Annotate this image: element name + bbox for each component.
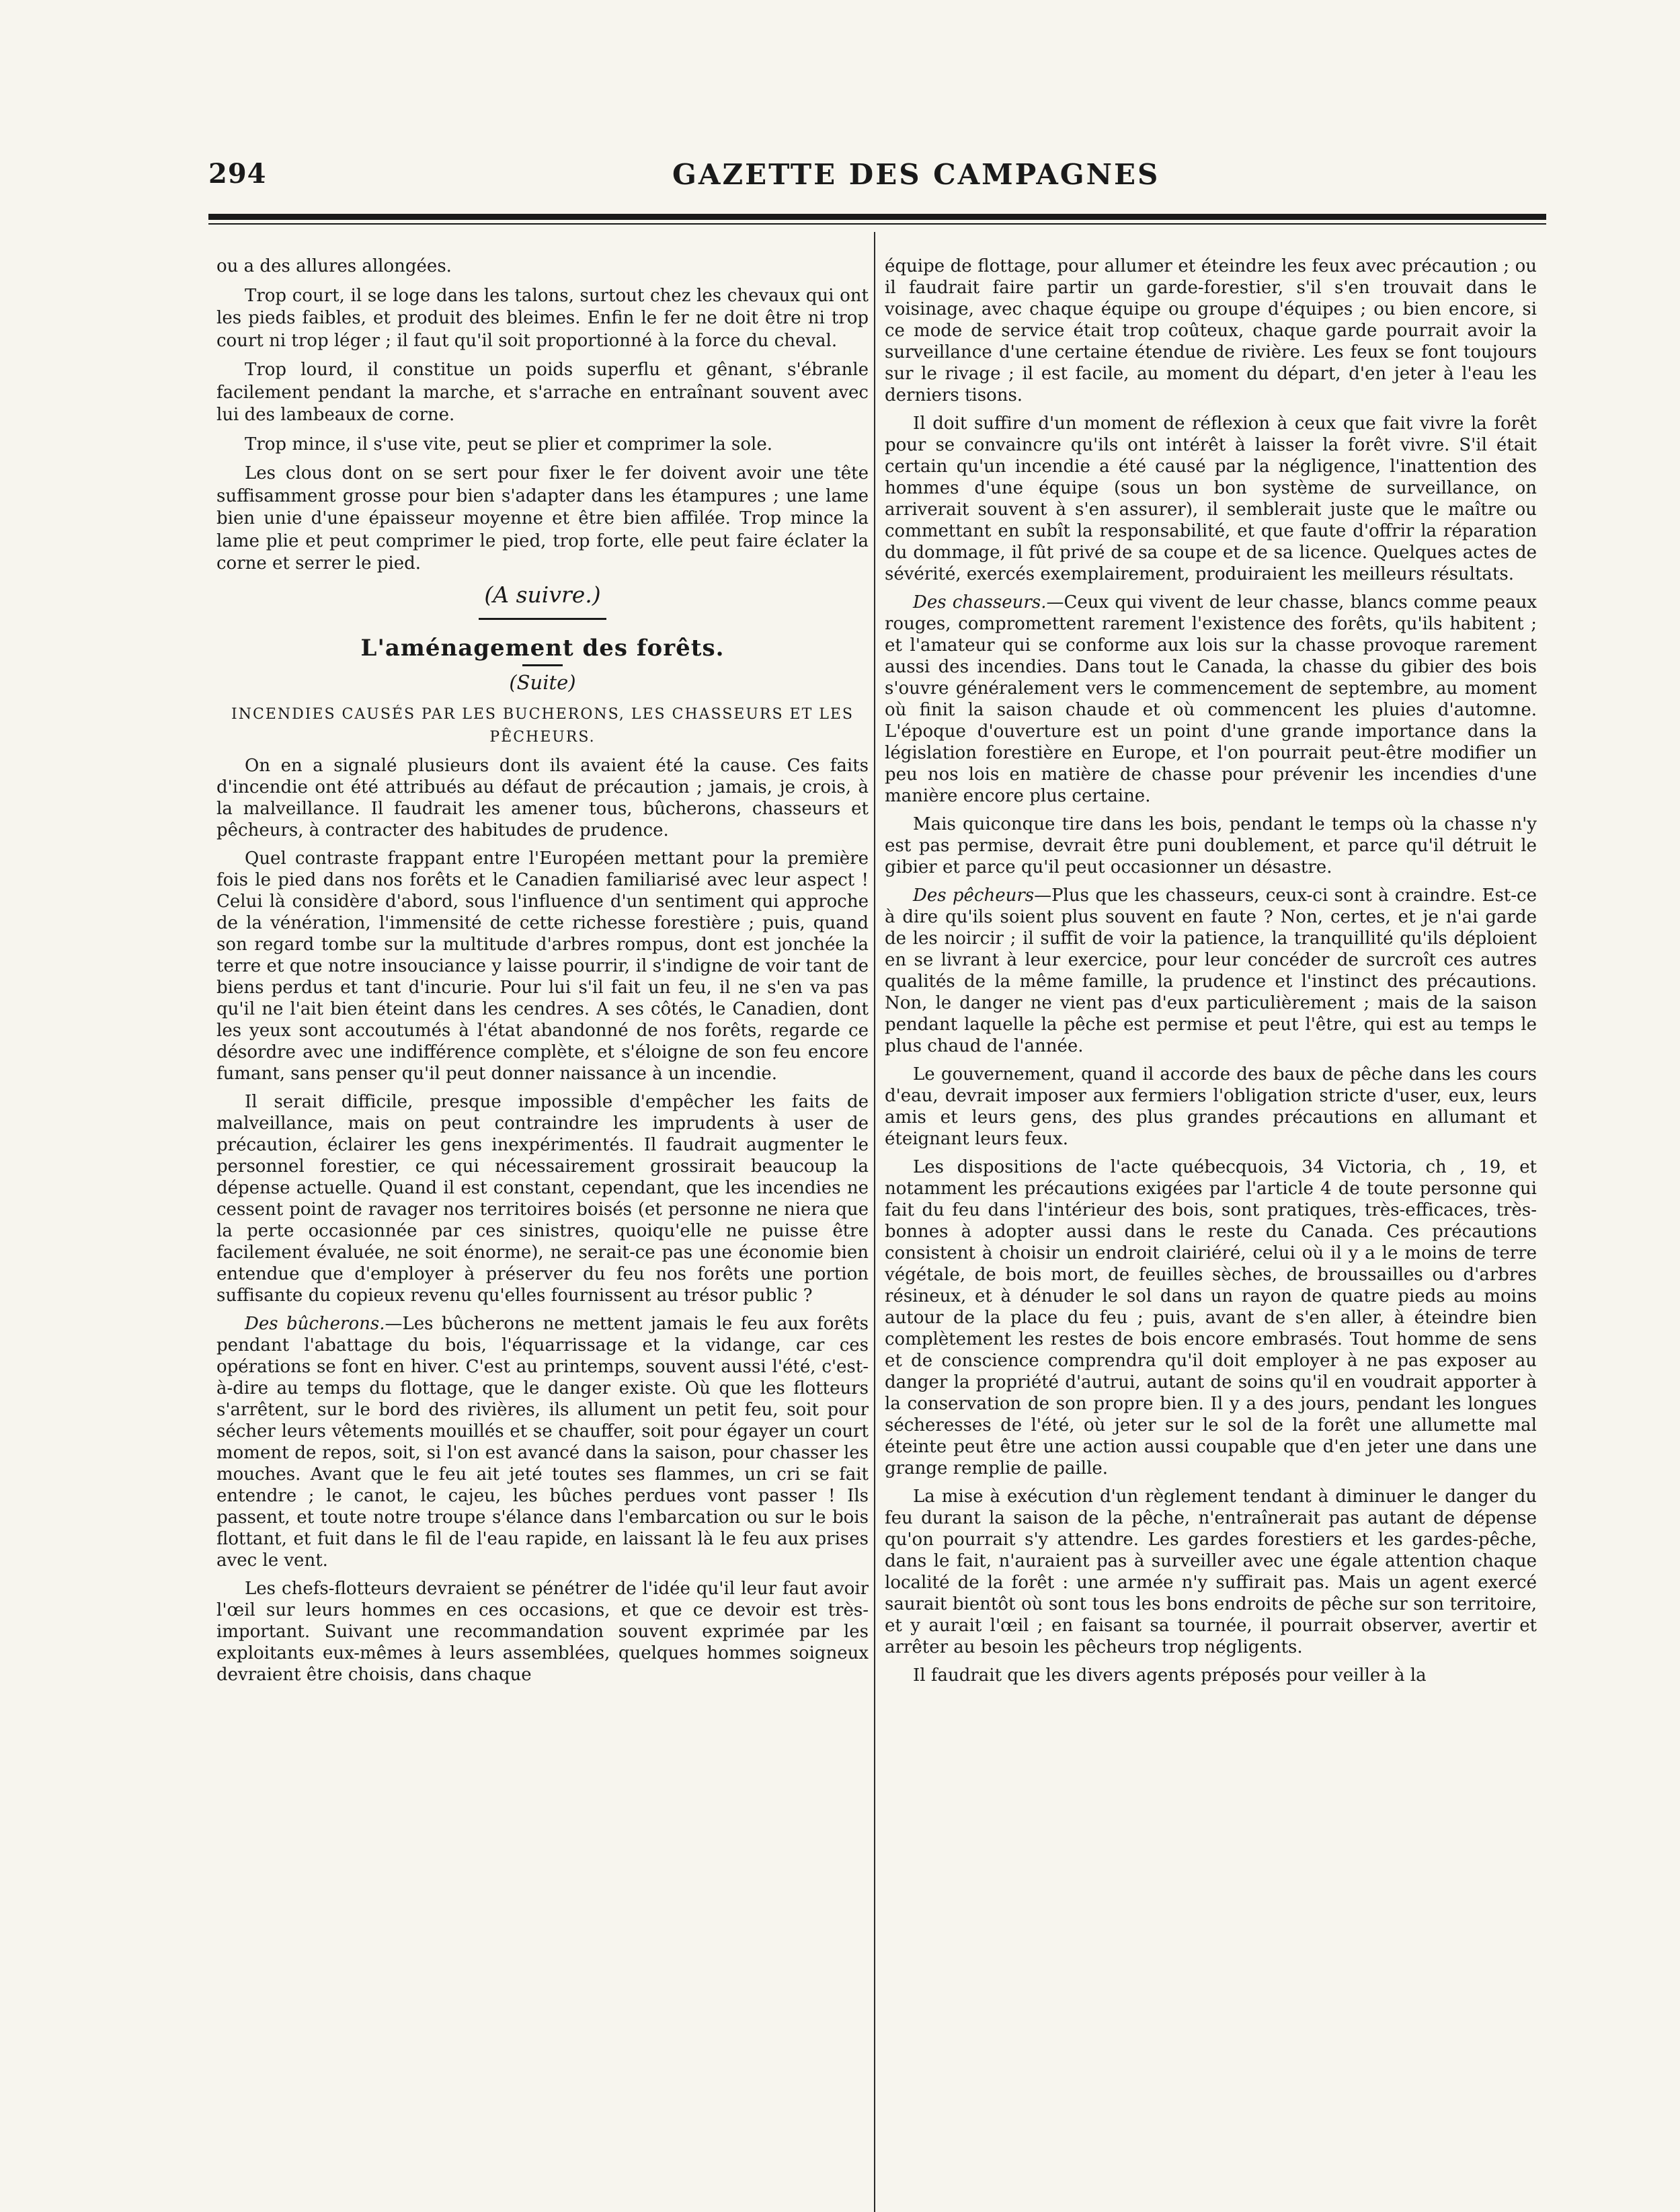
paragraph: Les clous dont on se sert pour fixer le fer doivent avoir une tête suffisamment grosse pour bien s'adapter dans les étampures ; une lame bien unie d'une épaisseur moyenne et être bien affilée. Trop mince la lame plie et peut comprimer le pied, trop forte, elle peut faire éclater la corne et serrer le pied. [216,463,869,574]
article-continuation: (Suite) [509,670,576,694]
paragraph: Quel contraste frappant entre l'Européen mettant pour la première fois le pied dans nos forêts et le Canadien familiarisé avec leur aspect ! Celui là considère d'abord, sous l'influence d'un sentiment qui approche de la vénération, l'immensité de cette richesse forestière ; puis, quand son regard tombe sur la multitude d'arbres rompus, dont est jonchée la terre et que notre insouciance y laisse pourrir, il s'indigne de voir tant de biens perdus et tant d'incurie. Pour lui s'il fait un feu, il ne s'en va pas qu'il ne l'ait bien éteint dans les cendres. A ses côtés, le Canadien, dont les yeux sont accoutumés à l'état abandonné de nos forêts, regarde ce désordre avec une indifférence complète, et s'éloigne de son feu encore fumant, sans penser qu'il peut donner naissance à un incendie. [216,848,869,1084]
paragraph: Trop mince, il s'use vite, peut se plier et comprimer la sole. [245,434,772,455]
paragraph [885,885,1537,1057]
paragraph: Le gouvernement, quand il accorde des baux de pêche dans les cours d'eau, devrait imposer aux fermiers l'obligation stricte d'user, eux, leurs amis et leurs gens, des plus grandes précautions en allumant et éteignant leurs feux. [885,1064,1537,1149]
paragraph-lead: Des chasseurs. [913,592,1047,613]
paragraph: Trop lourd, il constitue un poids superflu et gênant, s'ébranle facilement pendant la marche, et s'arrache en entraînant souvent avec lui des lambeaux de corne. [216,360,869,425]
to-be-continued: (A suivre.) [484,581,601,608]
paragraph: Il faudrait que les divers agents préposés pour veiller à la [913,1665,1427,1686]
paragraph: Les chefs-flotteurs devraient se pénétrer de l'idée qu'il leur faut avoir l'œil sur leurs hommes en ces occasions, et que ce devoir est très-important. Suivant une recommandation souvent exprimée par les exploitants eux-mêmes à leurs assemblées, quelques hommes soigneux devraient être choisis, dans chaque [216,1579,869,1685]
paragraph-body: —Plus que les chasseurs, ceux-ci sont à craindre. Est-ce à dire qu'ils soient plus souvent en faute ? Non, certes, et je n'ai garde de les noircir ; il suffit de voir la patience, la tranquillité qu'ils déploient en se livrant à leur exercice, pour leur concéder de surcroît ces autres qualités de la même famille, la prudence et l'instinct des précautions. Non, le danger ne vient pas d'eux particulièrement ; mais de la saison pendant laquelle la pêche est permise et peut l'être, qui est au temps le plus chaud de l'année. [885,885,1537,1056]
paragraph: équipe de flottage, pour allumer et éteindre les feux avec précaution ; ou il faudrait faire partir un garde-forestier, s'il s'en trouvait dans le voisinage, avec chaque équipe ou groupe d'équipes ; ou bien encore, si ce mode de service était trop coûteux, chaque garde pourrait avoir la surveillance d'une certaine étendue de rivière. Les feux se font toujours sur le rivage ; il est facile, au moment du départ, d'en jeter à l'eau les derniers tisons. [885,256,1537,405]
paragraph-body: —Les bûcherons ne mettent jamais le feu aux forêts pendant l'abattage du bois, l'équarrissage et la vidange, car ces opérations se font en hiver. C'est au printemps, souvent aussi l'été, c'est-à-dire au temps du flottage, que le danger existe. Où que les flotteurs s'arrêtent, sur le bord des rivières, ils allument un petit feu, soit pour sécher leurs vêtements mouillés et se chauffer, soit pour égayer un court moment de repos, soit, si l'on est avancé dans la saison, pour chasser les mouches. Avant que le feu ait jeté toutes ses flammes, un cri se fait entendre ; le canot, le cajeu, les bûches perdues vont passer ! Ils passent, et toute notre troupe s'élance dans l'embarcation ou sur le bois flottant, et fuit dans le fil de l'eau rapide, en laissant là le feu aux prises avec le vent. [216,1314,869,1571]
page-number: 294 [208,158,267,190]
paragraph: ou a des allures allongées. [216,256,452,276]
paragraph-lead: Des bûcherons. [245,1314,385,1334]
paragraph: Trop court, il se loge dans les talons, surtout chez les chevaux qui ont les pieds faibles, et produit des bleimes. Enfin le fer ne doit être ni trop court ni trop léger ; il faut qu'il soit proportionné à la force du cheval. [216,285,869,351]
paragraph: Mais quiconque tire dans les bois, pendant le temps où la chasse n'y est pas permise, devrait être puni doublement, et parce qu'il détruit le gibier et parce qu'il peut occasionner un désastre. [885,814,1537,877]
paragraph: Il serait difficile, presque impossible d'empêcher les faits de malveillance, mais on peut contraindre les imprudents à user de précaution, éclairer les gens inexpérimentés. Il faudrait augmenter le personnel forestier, ce qui nécessairement grossirait beaucoup la dépense actuelle. Quand il est constant, cependant, que les incendies ne cessent point de ravager nos territoires boisés (et personne ne niera que la perte occasionnée par ces sinistres, quoiqu'elle ne puisse être facilement évaluée, ne soit énorme), ne serait-ce pas une économie bien entendue que d'employer à préserver du feu nos forêts une portion suffisante du copieux revenu qu'elles fournissent au trésor public ? [216,1092,869,1306]
paragraph: Les dispositions de l'acte québecquois, 34 Victoria, ch , 19, et notamment les précautions exigées par l'article 4 de toute personne qui fait du feu dans l'intérieur des bois, sont pratiques, très-efficaces, très-bonnes à adopter aussi dans le reste du Canada. Ces précautions consistent à choisir un endroit clairiéré, celui où il y a le moins de terre végétale, de bois mort, de feuilles sèches, de broussailles ou d'arbres résineux, et à dénuder le sol dans un rayon de quatre pieds au moins autour de la place du feu ; puis, avant de s'en aller, à éteindre bien complètement les restes de bois encore embrasés. Tout homme de sens et de conscience comprendra qu'il doit employer à ne pas exposer au danger la propriété d'autrui, autant de soins qu'il en voudrait apporter à la conservation de son propre bien. Il y a des jours, pendant les longues sécheresses de l'été, où jeter sur le sol de la forêt une allumette mal éteinte peut être une action aussi coupable que d'en jeter une dans une grange remplie de paille. [885,1157,1537,1478]
article-subheading: INCENDIES CAUSÉS PAR LES BUCHERONS, LES CHASSEURS ET LES PÊCHEURS. [231,706,854,746]
page-header [208,158,1546,198]
left-column [216,255,869,1692]
paragraph: Il doit suffire d'un moment de réflexion à ceux que fait vivre la forêt pour se convaincre qu'ils ont intérêt à laisser la forêt vivre. S'il était certain qu'un incendie a été causé par la négligence, l'inattention des hommes d'une équipe (sous un bon système de surveillance, on arriverait souvent à s'en assurer), il semblerait juste que le maître ou commettant en subît la responsabilité, et que faute d'offrir la réparation du dommage, il fût privé de sa coupe et de sa licence. Quelques actes de sévérité, exercés exemplairement, produiraient les meilleurs résultats. [885,413,1537,584]
paragraph [216,1313,869,1571]
header-rule-thin [208,223,1546,225]
header-rule [208,214,1546,220]
paragraph: La mise à exécution d'un règlement tendant à diminuer le danger du feu durant la saison de la pêche, n'entraînerait pas autant de dépense qu'on pourrait s'y attendre. Les gardes forestiers et les gardes-pêche, dans le fait, n'auraient pas à surveiller avec une égale attention chaque localité de la forêt : une armée n'y suffirait pas. Mais un agent exercé saurait bientôt où sont tous les bons endroits de pêche sur son territoire, et y aurait l'œil ; en faisant sa tournée, il pourrait observer, avertir et arrêter au besoin les pêcheurs trop négligents. [885,1487,1537,1657]
right-column [885,255,1537,1693]
paragraph: On en a signalé plusieurs dont ils avaient été la cause. Ces faits d'incendie ont été attribués au défaut de précaution ; jamais, je crois, à la malveillance. Il faudrait les amener tous, bûcherons, chasseurs et pêcheurs, à contracter des habitudes de prudence. [216,756,869,840]
column-divider [874,232,875,2212]
title-divider [522,664,563,666]
journal-title: GAZETTE DES CAMPAGNES [672,158,1160,191]
section-divider [479,618,606,620]
paragraph [885,592,1537,807]
paragraph-lead: Des pêcheurs [913,885,1035,906]
article-title: L'aménagement des forêts. [360,635,725,662]
paragraph-body: —Ceux qui vivent de leur chasse, blancs comme peaux rouges, compromettent rarement l'existence des forêts, qu'ils habitent ; et l'amateur qui se conforme aux lois sur la chasse provoque rarement aussi des incendies. Dans tout le Canada, la chasse du gibier des bois s'ouvre généralement vers le commencement de septembre, au moment où finit la saison chaude et où commencent les pluies d'automne. L'époque d'ouverture est un point d'une grande importance dans la législation forestière en Europe, et l'on pourrait peut-être modifier un peu nos lois en matière de chasse pour prévenir les incendies d'une manière encore plus certaine. [885,592,1537,806]
